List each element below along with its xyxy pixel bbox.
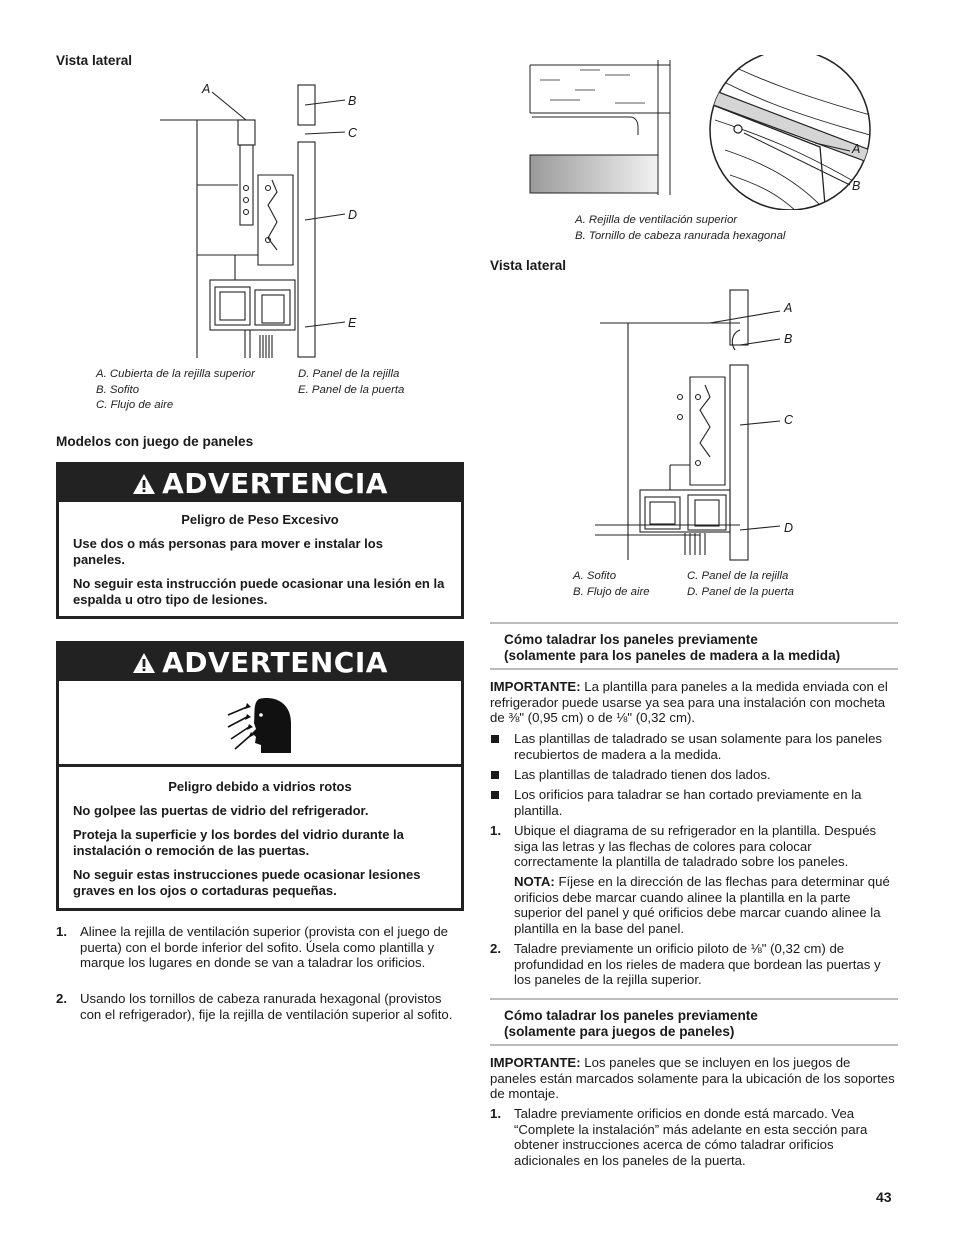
fig3-diagram — [590, 285, 810, 565]
fig2-drawing — [520, 55, 880, 210]
important-label: IMPORTANTE: — [490, 679, 581, 694]
fig1-label-a: A — [202, 82, 211, 96]
section1-title-line: Cómo taladrar los paneles previamente — [504, 632, 758, 647]
fig3-caption: B. Flujo de aire — [573, 585, 650, 598]
warning-triangle-icon — [132, 473, 156, 495]
fig1-captions-right — [298, 367, 458, 398]
fig1-caption: D. Panel de la rejilla — [298, 368, 400, 380]
warning-header — [59, 644, 461, 681]
list-item — [490, 1106, 900, 1170]
fig1-drawing — [150, 80, 380, 365]
warning-hazard: Peligro de Peso Excesivo — [181, 512, 339, 527]
note-text: Fíjese en la dirección de las flechas para determinar qué orificios debe marcar cuando alinee la plantilla en la parte superior del panel y qué orificios debe marcar cuando alinee la plantilla en la base del panel. — [514, 874, 890, 936]
important-text: Los paneles que se incluyen en los juegos de paneles están marcados solamente para la ubicación de los soportes de montaje. — [490, 1055, 895, 1102]
warning-line: No seguir estas instrucciones puede ocasionar lesiones graves en los ojos o cortaduras pequeñas. — [73, 867, 421, 898]
fig3-caption: C. Panel de la rejilla — [687, 570, 789, 582]
fig3-caption: D. Panel de la puerta — [687, 585, 795, 598]
step-number: 2. — [56, 991, 67, 1006]
fig1-caption: C. Flujo de aire — [96, 399, 174, 411]
section2-important — [490, 1055, 900, 1102]
fig3-label-d: D — [784, 521, 794, 535]
bullet-square-icon — [491, 791, 499, 799]
fig3-title: Vista lateral — [490, 258, 567, 273]
section2-title — [490, 998, 898, 1046]
warning-box-weight — [56, 462, 464, 619]
warning-hazard: Peligro debido a vidrios rotos — [168, 779, 352, 794]
fig3-drawing — [590, 285, 810, 565]
fig1-title: Vista lateral — [56, 53, 133, 68]
section2-title-line: Cómo taladrar los paneles previamente — [504, 1008, 758, 1023]
fig1-caption: B. Sofito — [96, 383, 140, 396]
warning-triangle-icon — [132, 652, 156, 674]
fig2-label-b: B — [852, 179, 861, 193]
bullet-text: Las plantillas de taladrado tienen dos lados. — [514, 767, 771, 782]
fig2-caption: A. Rejilla de ventilación superior — [575, 214, 738, 226]
note-label: NOTA: — [514, 874, 555, 889]
list-item — [56, 991, 460, 1041]
fig3-captions-right — [687, 569, 837, 600]
warning-box-glass — [56, 641, 464, 911]
fig2-diagram — [520, 55, 880, 210]
section1-important — [490, 679, 900, 726]
fig1-captions-left — [96, 367, 296, 414]
fig1-diagram — [150, 80, 380, 365]
list-item — [490, 941, 900, 989]
warning-line: No golpee las puertas de vidrio del refrigerador. — [73, 803, 369, 818]
step-number: 1. — [490, 823, 501, 838]
step-text: Taladre previamente orificios en donde está marcado. Vea “Complete la instalación” más adelante en esta sección para obtener instrucciones acerca de cómo taladrar orificios adicionales en los paneles de la puerta. — [514, 1106, 868, 1168]
step-number: 1. — [56, 924, 67, 939]
fig2-label-a: A — [852, 142, 861, 156]
warning-body — [59, 502, 461, 622]
warning-header — [59, 465, 461, 502]
section1-note — [514, 874, 900, 936]
warning-body — [59, 767, 461, 913]
fig3-caption: A. Sofito — [573, 570, 617, 582]
list-item — [490, 787, 900, 819]
step-number: 1. — [490, 1106, 501, 1121]
list-item — [490, 823, 900, 871]
fig3-label-c: C — [784, 413, 794, 427]
bullet-text: Las plantillas de taladrado se usan solamente para los paneles recubiertos de madera a la medida. — [514, 731, 883, 762]
fig1-caption: E. Panel de la puerta — [298, 383, 405, 396]
warning-line: Proteja la superficie y los bordes del vidrio durante la instalación o remoción de las puertas. — [73, 827, 404, 858]
warning-header-text: ADVERTENCIA — [162, 466, 388, 500]
fig1-label-b: B — [348, 94, 357, 108]
section1-title — [490, 622, 898, 670]
important-label: IMPORTANTE: — [490, 1055, 581, 1070]
page-number: 43 — [876, 1189, 892, 1205]
warning-line: Use dos o más personas para mover e instalar los paneles. — [73, 536, 383, 567]
bullet-text: Los orificios para taladrar se han cortado previamente en la plantilla. — [514, 787, 862, 818]
fig3-label-b: B — [784, 332, 793, 346]
step-number: 2. — [490, 941, 501, 956]
bullet-square-icon — [491, 735, 499, 743]
bullet-square-icon — [491, 771, 499, 779]
eye-injury-icon — [225, 695, 297, 755]
fig2-caption: B. Tornillo de cabeza ranurada hexagonal — [575, 229, 786, 242]
fig2-captions — [575, 213, 895, 244]
important-text: La plantilla para paneles a la medida enviada con el refrigerador puede usarse ya sea para una instalación con mocheta de ⅜" (0,95 cm) o de ⅛" (0,32 cm). — [490, 679, 888, 726]
fig1-label-e: E — [348, 316, 357, 330]
fig1-label-d: D — [348, 208, 358, 222]
section2-title-line: (solamente para juegos de paneles) — [504, 1024, 735, 1039]
warning-pictogram-area — [59, 681, 461, 767]
list-item — [56, 924, 460, 988]
step-text: Ubique el diagrama de su refrigerador en la plantilla. Después siga las letras y las flechas de colores para colocar correctamente la plantilla de taladrado sobre los paneles. — [514, 823, 877, 870]
list-item — [490, 767, 900, 783]
fig3-captions-left — [573, 569, 683, 600]
warning-line: No seguir esta instrucción puede ocasionar una lesión en la espalda u otro tipo de lesiones. — [73, 576, 445, 607]
warning-header-text: ADVERTENCIA — [162, 645, 388, 679]
step-text: Usando los tornillos de cabeza ranurada hexagonal (provistos con el refrigerador), fije la rejilla de ventilación superior al sofito. — [80, 991, 453, 1022]
step-text: Alinee la rejilla de ventilación superior (provista con el juego de puerta) con el borde inferior del sofito. Úsela como plantilla y marque los lugares en donde se van a taladrar los orificios. — [80, 924, 448, 971]
list-item — [490, 731, 900, 763]
fig3-label-a: A — [784, 301, 793, 315]
section-panels-title: Modelos con juego de paneles — [56, 434, 254, 449]
step-text: Taladre previamente un orificio piloto de ⅛" (0,32 cm) de profundidad en los rieles de madera que bordean las puertas y los paneles de la rejilla superior. — [514, 941, 881, 988]
fig1-label-c: C — [348, 126, 358, 140]
section1-title-line: (solamente para los paneles de madera a la medida) — [504, 648, 841, 663]
fig1-caption: A. Cubierta de la rejilla superior — [96, 368, 255, 380]
